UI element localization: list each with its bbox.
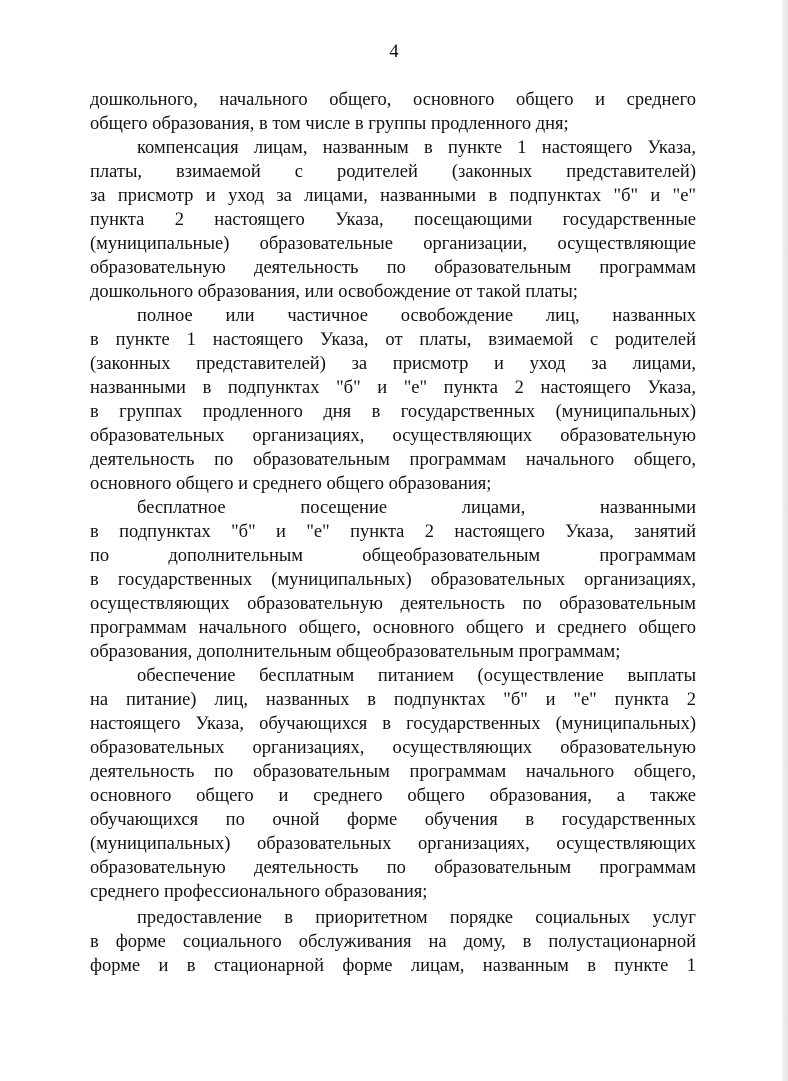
text-line: обучающихся по очной форме обучения в государственных bbox=[90, 810, 696, 830]
text-line: платы, взимаемой с родителей (законных представителей) bbox=[90, 162, 696, 182]
text-line: общего образования, в том числе в группы продленного дня; bbox=[90, 114, 569, 134]
text-line: основного общего и среднего общего образования, а также bbox=[90, 786, 696, 806]
page-number: 4 bbox=[389, 41, 399, 62]
text-line: дошкольного, начального общего, основного общего и среднего bbox=[90, 90, 696, 110]
text-line: на питание) лиц, названных в подпунктах "б" и "е" пункта 2 bbox=[90, 690, 696, 710]
text-line: деятельность по образовательным программам начального общего, bbox=[90, 450, 696, 470]
page-edge-shadow bbox=[782, 0, 788, 1081]
text-line: в группах продленного дня в государственных (муниципальных) bbox=[90, 402, 696, 422]
text-line: образовательных организациях, осуществляющих образовательную bbox=[90, 738, 696, 758]
text-line: в форме социального обслуживания на дому, в полустационарной bbox=[90, 932, 696, 952]
text-line: форме и в стационарной форме лицам, названным в пункте 1 bbox=[90, 956, 696, 976]
paragraph-first-line: предоставление в приоритетном порядке социальных услуг bbox=[137, 908, 696, 928]
text-line: осуществляющих образовательную деятельность по образовательным bbox=[90, 594, 696, 614]
text-line: (муниципальные) образовательные организации, осуществляющие bbox=[90, 234, 696, 254]
text-line: среднего профессионального образования; bbox=[90, 882, 428, 902]
text-line: деятельность по образовательным программам начального общего, bbox=[90, 762, 696, 782]
text-line: образовательных организациях, осуществляющих образовательную bbox=[90, 426, 696, 446]
text-line: за присмотр и уход за лицами, названными в подпунктах "б" и "е" bbox=[90, 186, 696, 206]
text-line: основного общего и среднего общего образования; bbox=[90, 474, 492, 494]
paragraph-first-line: обеспечение бесплатным питанием (осуществление выплаты bbox=[137, 666, 696, 686]
text-line: названными в подпунктах "б" и "е" пункта 2 настоящего Указа, bbox=[90, 378, 696, 398]
text-line: в подпунктах "б" и "е" пункта 2 настоящего Указа, занятий bbox=[90, 522, 696, 542]
paragraph-first-line: полное или частичное освобождение лиц, названных bbox=[137, 306, 696, 326]
text-line: в пункте 1 настоящего Указа, от платы, взимаемой с родителей bbox=[90, 330, 696, 350]
text-line: пункта 2 настоящего Указа, посещающими государственные bbox=[90, 210, 696, 230]
text-line: в государственных (муниципальных) образовательных организациях, bbox=[90, 570, 696, 590]
paragraph-first-line: бесплатное посещение лицами, названными bbox=[137, 498, 696, 518]
text-line: программам начального общего, основного общего и среднего общего bbox=[90, 618, 696, 638]
paragraph-first-line: компенсация лицам, названным в пункте 1 настоящего Указа, bbox=[137, 138, 696, 158]
text-line: образовательную деятельность по образовательным программам bbox=[90, 858, 696, 878]
text-line: образования, дополнительным общеобразовательным программам; bbox=[90, 642, 621, 662]
text-line: дошкольного образования, или освобождение от такой платы; bbox=[90, 282, 578, 302]
text-line: (законных представителей) за присмотр и уход за лицами, bbox=[90, 354, 696, 374]
text-line: (муниципальных) образовательных организациях, осуществляющих bbox=[90, 834, 696, 854]
text-line: по дополнительным общеобразовательным программам bbox=[90, 546, 696, 566]
text-line: образовательную деятельность по образовательным программам bbox=[90, 258, 696, 278]
text-line: настоящего Указа, обучающихся в государственных (муниципальных) bbox=[90, 714, 696, 734]
